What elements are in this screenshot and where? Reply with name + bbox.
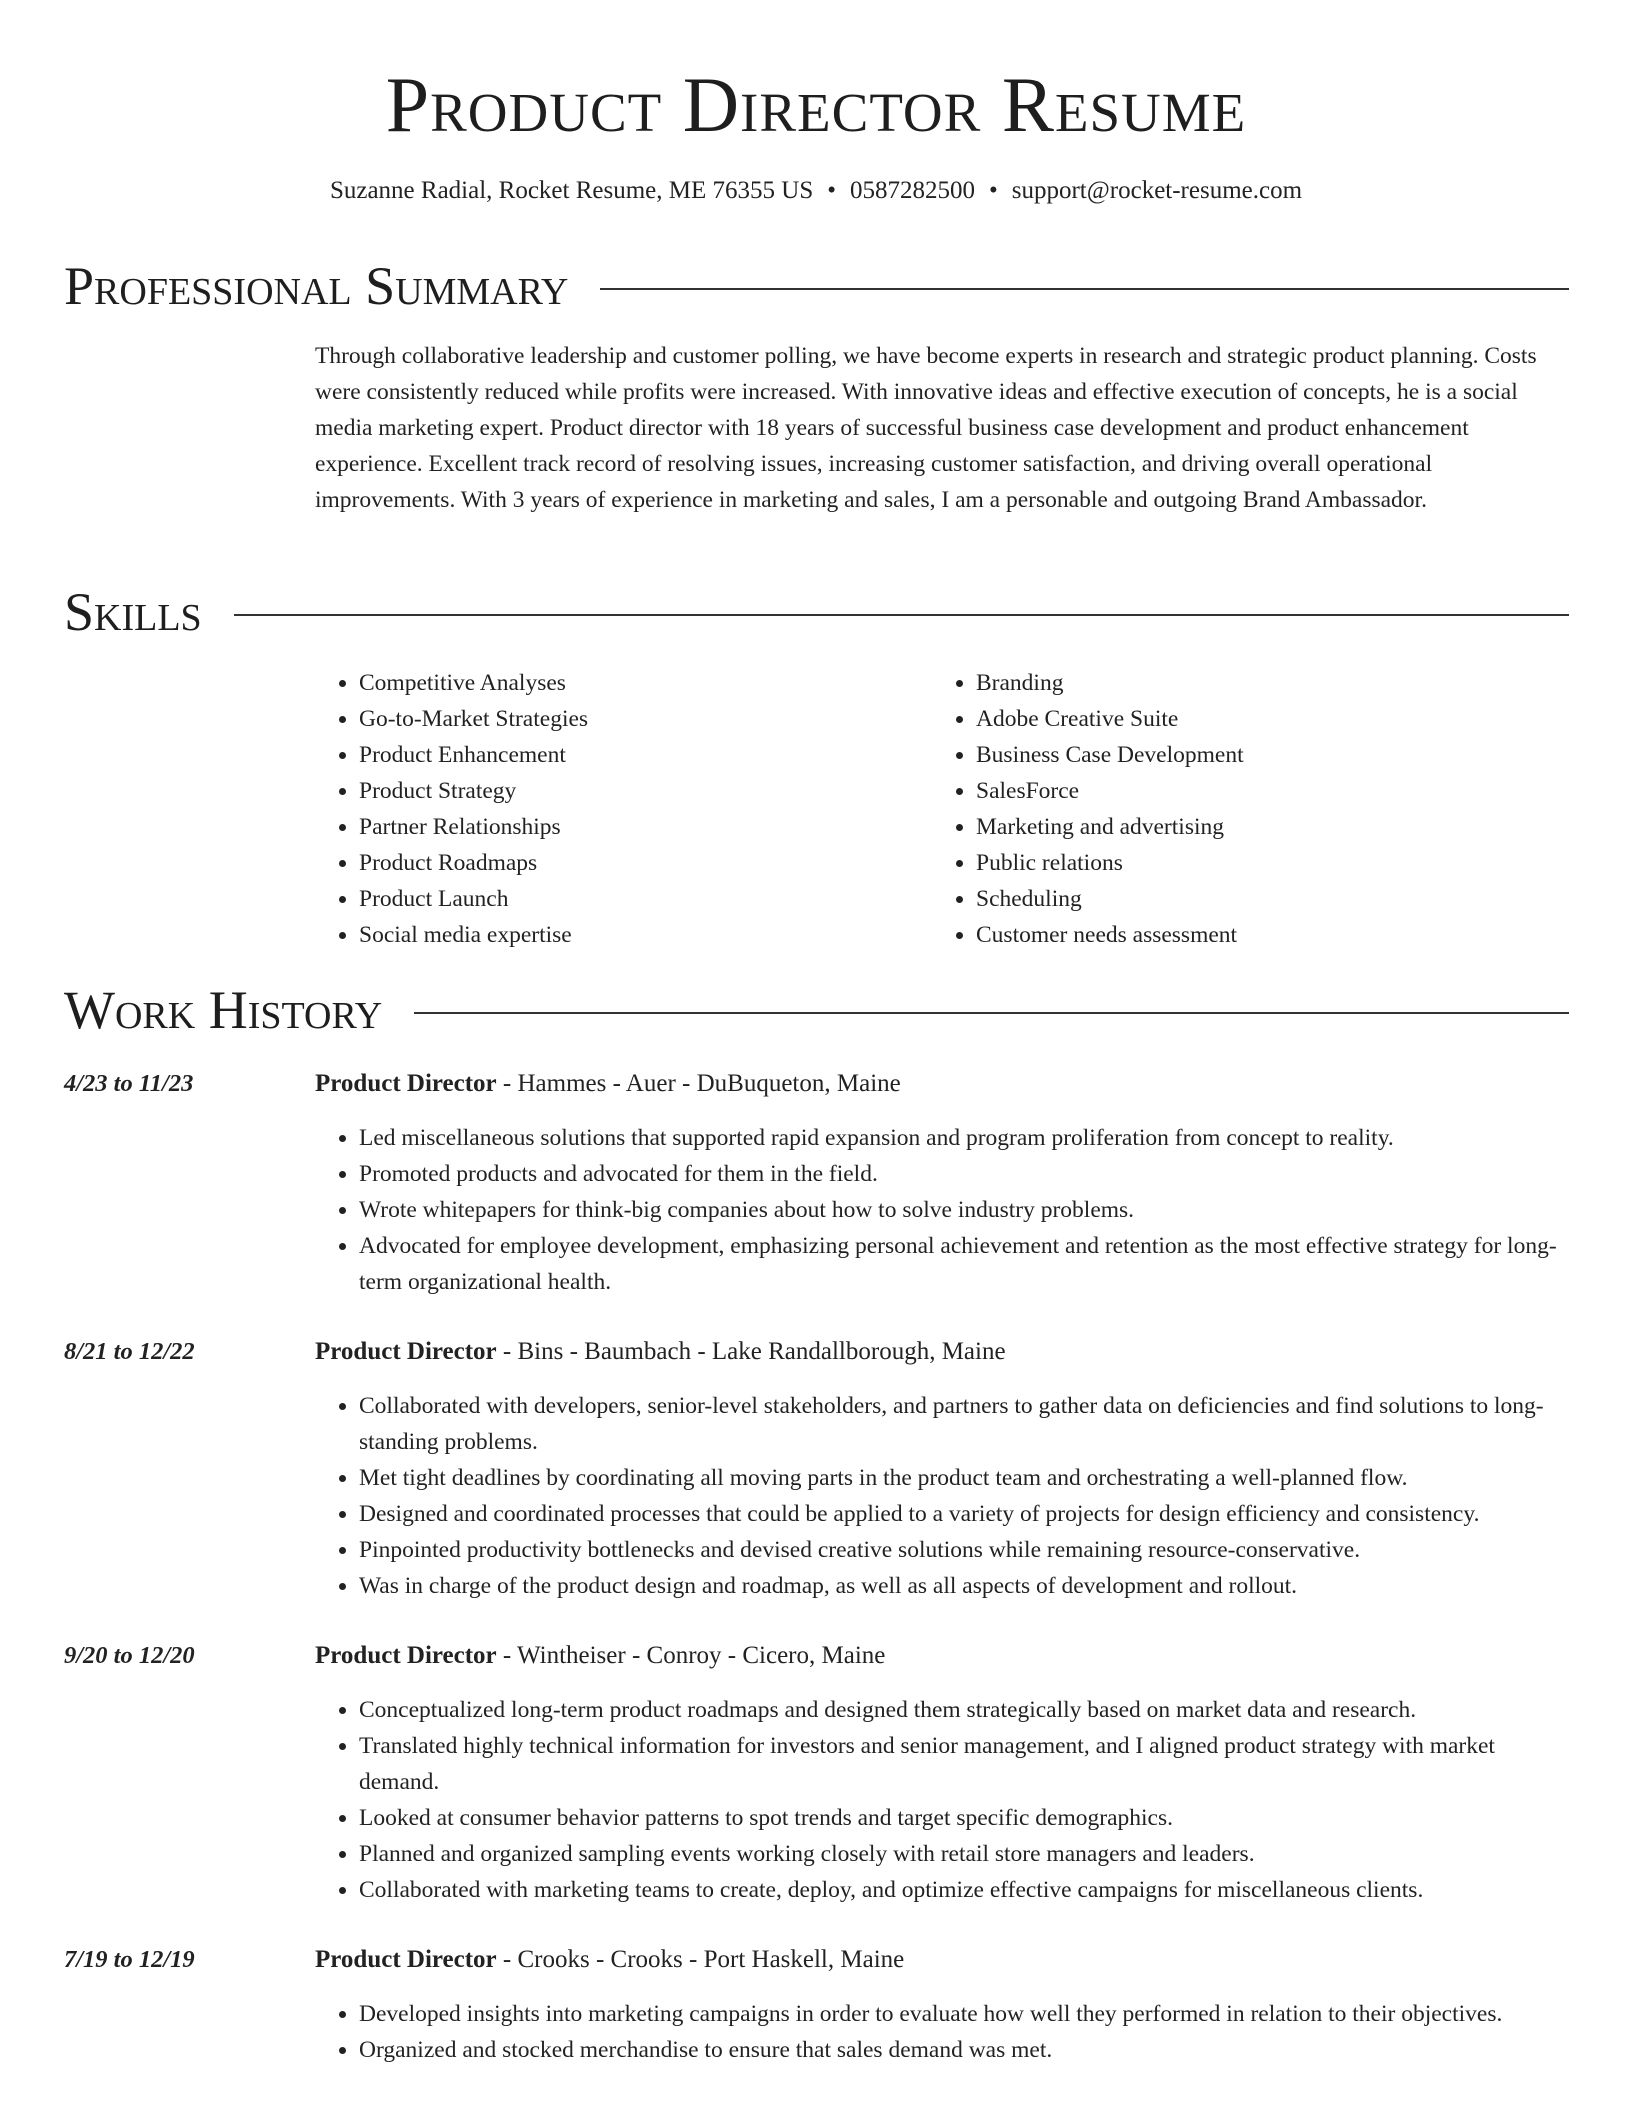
job-dates: 7/19 to 12/19 — [64, 1946, 195, 1973]
summary-text: Through collaborative leadership and customer polling, we have become experts in research and strategic product planning. Costs were consistently reduced while profits were increased. With innovative ideas and effective execution of concepts, he is a social media marketing expert. Product director with 18 years of successful business case development and product enhancement experience. Excellent track record of resolving issues, increasing customer satisfaction, and driving overall operational improvements. With 3 years of experience in marketing and sales, I am a personable and outgoing Brand Ambassador. — [315, 343, 1537, 513]
skill-item: • Partner Relationships — [359, 809, 932, 845]
skills-heading-rule — [234, 614, 1569, 616]
skill-item: • Scheduling — [976, 881, 1549, 917]
job-details: - Bins - Baumbach - Lake Randallborough, Maine — [496, 1338, 1006, 1365]
job-bullet: • Met tight deadlines by coordinating all moving parts in the product team and orchestrating a well-planned flow. — [359, 1460, 1570, 1496]
skill-item: • Go-to-Market Strategies — [359, 701, 932, 737]
job-bullet: • Collaborated with marketing teams to create, deploy, and optimize effective campaigns for miscellaneous clients. — [359, 1872, 1570, 1908]
resume-title: Product Director Resume — [385, 61, 1247, 148]
skills-left-column — [315, 665, 932, 953]
contact-address: Suzanne Radial, Rocket Resume, ME 76355 US — [329, 177, 814, 204]
contact-separator: • — [827, 177, 836, 204]
skill-item: • Public relations — [976, 845, 1549, 881]
work-heading — [64, 978, 1569, 1042]
job-bullet: • Looked at consumer behavior patterns to spot trends and target specific demographics. — [359, 1800, 1570, 1836]
job-bullet: • Pinpointed productivity bottlenecks and devised creative solutions while remaining resource-conservative. — [359, 1532, 1570, 1568]
job-bullet: • Collaborated with developers, senior-level stakeholders, and partners to gather data on deficiencies and find solutions to long-standing problems. — [359, 1388, 1570, 1460]
job-bullet: • Wrote whitepapers for think-big companies about how to solve industry problems. — [359, 1192, 1570, 1228]
job-details: - Crooks - Crooks - Port Haskell, Maine — [496, 1946, 905, 1973]
skill-item: • Competitive Analyses — [359, 665, 932, 701]
job-details: - Wintheiser - Conroy - Cicero, Maine — [496, 1642, 886, 1669]
job-role: Product Director — [315, 1642, 497, 1669]
summary-heading-text: Professional Summary — [64, 256, 569, 316]
job-bullet: • Promoted products and advocated for them in the field. — [359, 1156, 1570, 1192]
skills-right-column — [932, 665, 1549, 953]
skill-item: • Business Case Development — [976, 737, 1549, 773]
job-bullet: • Was in charge of the product design and roadmap, as well as all aspects of development and rollout. — [359, 1568, 1570, 1604]
job-header — [315, 1066, 901, 1102]
work-heading-rule — [414, 1012, 1569, 1014]
job-dates: 9/20 to 12/20 — [64, 1642, 195, 1669]
job-role: Product Director — [315, 1946, 497, 1973]
job-bullets — [315, 1388, 1570, 1604]
job-dates: 4/23 to 11/23 — [64, 1070, 194, 1097]
skill-item: • Product Roadmaps — [359, 845, 932, 881]
job-bullet: • Conceptualized long-term product roadmaps and designed them strategically based on market data and research. — [359, 1692, 1570, 1728]
job-bullet: • Translated highly technical information for investors and senior management, and I aligned product strategy with market demand. — [359, 1728, 1570, 1800]
job-role: Product Director — [315, 1338, 497, 1365]
job-bullets — [315, 1120, 1570, 1300]
job-bullet: • Developed insights into marketing campaigns in order to evaluate how well they performed in relation to their objectives. — [359, 1996, 1570, 2032]
job-bullet: • Organized and stocked merchandise to ensure that sales demand was met. — [359, 2032, 1570, 2068]
skills-list — [315, 665, 1570, 953]
skills-heading-text: Skills — [64, 582, 202, 642]
contact-line — [0, 174, 1632, 208]
job-dates: 8/21 to 12/22 — [64, 1338, 195, 1365]
skills-heading — [64, 580, 1569, 644]
skill-item: • Branding — [976, 665, 1549, 701]
job-bullet: • Advocated for employee development, emphasizing personal achievement and retention as the most effective strategy for long-term organizational health. — [359, 1228, 1570, 1300]
contact-phone: 0587282500 — [849, 177, 975, 204]
summary-heading — [64, 254, 1569, 318]
job-header — [315, 1942, 904, 1978]
job-details: - Hammes - Auer - DuBuqueton, Maine — [496, 1070, 901, 1097]
job-header — [315, 1638, 885, 1674]
skill-item: • Marketing and advertising — [976, 809, 1549, 845]
job-bullet: • Led miscellaneous solutions that supported rapid expansion and program proliferation from concept to reality. — [359, 1120, 1570, 1156]
job-bullet: • Planned and organized sampling events working closely with retail store managers and leaders. — [359, 1836, 1570, 1872]
contact-separator: • — [988, 177, 998, 204]
job-bullets — [315, 1996, 1570, 2068]
job-bullets — [315, 1692, 1570, 1908]
skill-item: • Product Launch — [359, 881, 932, 917]
job-bullet: • Designed and coordinated processes that could be applied to a variety of projects for design efficiency and consistency. — [359, 1496, 1570, 1532]
skill-item: • Social media expertise — [359, 917, 932, 953]
job-role: Product Director — [315, 1070, 497, 1097]
skill-item: • SalesForce — [976, 773, 1549, 809]
skill-item: • Product Strategy — [359, 773, 932, 809]
summary-heading-rule — [600, 288, 1569, 290]
skill-item: • Adobe Creative Suite — [976, 701, 1549, 737]
skill-item: • Product Enhancement — [359, 737, 932, 773]
skill-item: • Customer needs assessment — [976, 917, 1549, 953]
job-header — [315, 1334, 1006, 1370]
work-heading-text: Work History — [64, 980, 383, 1040]
contact-email[interactable]: support@rocket-resume.com — [1011, 177, 1303, 204]
